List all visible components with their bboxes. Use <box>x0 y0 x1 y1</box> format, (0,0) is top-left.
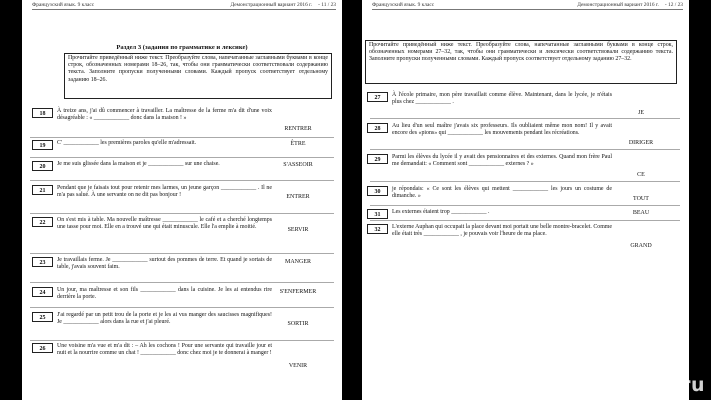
divider <box>30 137 334 138</box>
right-page <box>362 0 689 400</box>
task-number: 27 <box>367 92 388 102</box>
task-answer-word: S'ENFERMER <box>279 289 317 295</box>
task-answer-word: JE <box>638 110 644 116</box>
task-19 <box>32 140 272 150</box>
task-number: 25 <box>32 312 53 322</box>
task-text: Je me suis glissée dans la maison et je ____________ sur une chaise. <box>57 161 220 167</box>
task-text: Une voisine m'a vue et m'a dit : – Ah les cochons ! Pour une servante qui travaille jour et nuit et la nourrire comme un chat ! ____________ donc chez moi je te donnerai à manger ! <box>57 343 272 357</box>
task-number: 22 <box>32 217 53 227</box>
task-text: je répondais: « Ce sont les élèves qui mettent ____________ les jours un costume de dimanche. » <box>392 186 612 200</box>
task-answer-word: ENTRER <box>286 194 310 200</box>
task-30 <box>367 186 612 201</box>
task-text: J'ai regardé par un petit trou de la porte et je les ai vus manger des saucisses magnifiques! Je ____________ alors dans la rue et j'ai pleuré. <box>57 312 272 326</box>
instructions-box: Прочитайте приведённый ниже текст. Преобразуйте слова, напечатанные заглавными буквами в конце строк, обозначенных номерами 18–26, так, чтобы они грамматически соответствовали содержанию текста. Заполните пропуски полученными словами. Каждый пропуск соответствует отдельному заданию 18–26. <box>64 53 332 99</box>
task-31 <box>367 209 612 219</box>
site-watermark: online-otvet.ru <box>536 374 705 396</box>
task-20 <box>32 161 272 171</box>
task-number: 18 <box>32 108 53 118</box>
task-25 <box>32 312 272 327</box>
right-page-header <box>372 2 683 10</box>
divider <box>30 157 334 158</box>
task-28 <box>367 123 612 138</box>
divider <box>370 205 680 206</box>
task-number: 31 <box>367 209 388 219</box>
task-26 <box>32 343 272 358</box>
task-number: 24 <box>32 287 53 297</box>
task-32 <box>367 224 612 239</box>
divider <box>30 340 334 341</box>
divider <box>370 149 680 150</box>
task-answer-word: RENTRER <box>284 126 312 132</box>
left-page <box>22 0 342 400</box>
task-text: On s'est mis à table. Ma nouvelle maîtresse ____________ le café et a cherché longtemps une tasse pour moi. Elle en a trouvé une qui était minuscule. Elle l'a emplie à moitié. <box>57 217 272 231</box>
task-number: 23 <box>32 257 53 267</box>
header-variant: Демонстрационный вариант 2016 г. <box>230 2 313 8</box>
task-18 <box>32 108 272 123</box>
task-text: À treize ans, j'ai dû commencer à travailler. La maîtresse de la ferme m'a dit d'une voix désagréable : « ____________ donc dans la maison ! » <box>57 108 272 122</box>
task-text: C' ____________ les premières paroles qu'elle m'adressait. <box>57 140 197 146</box>
header-page-number: - 12 / 23 <box>664 2 683 8</box>
task-21 <box>32 185 272 200</box>
task-answer-word: S'ASSEOIR <box>283 162 313 168</box>
task-text: L'externe Auphan qui occupait la place devant moi portait une belle montre-bracelet. Comme elle était très ____________ , je pouvais voir l'heure de ma place. <box>392 224 612 238</box>
task-answer-word: TOUT <box>633 196 649 202</box>
task-answer-word: DIRIGER <box>628 140 654 146</box>
task-text: Un jour, ma maîtresse et son fils ____________ dans la cuisine. Je les ai entendus rire derrière la porte. <box>57 287 272 301</box>
divider <box>370 118 680 119</box>
task-number: 21 <box>32 185 53 195</box>
divider <box>30 282 334 283</box>
section-title: Раздел 3 (задания по грамматике и лексике) <box>116 44 248 51</box>
divider <box>30 213 334 214</box>
task-22 <box>32 217 272 232</box>
task-text: À l'école primaire, mon père travaillait comme élève. Maintenant, dans le lycée, je n'étais plus chez ____________ . <box>392 92 612 106</box>
task-answer-word: VENIR <box>288 363 308 369</box>
task-number: 30 <box>367 186 388 196</box>
task-answer-word: ÊTRE <box>290 141 306 147</box>
task-text: Les externes étaient trop ____________ . <box>392 209 490 215</box>
header-variant: Демонстрационный вариант 2016 г. <box>577 2 659 8</box>
task-text: Parmi les élèves du lycée il y avait des pensionnaires et des externes. Quand mon frère Paul me demandait: « Comment sont ____________ externes ? » <box>392 154 612 168</box>
divider <box>370 220 680 221</box>
task-number: 26 <box>32 343 53 353</box>
divider <box>30 307 334 308</box>
task-24 <box>32 287 272 302</box>
task-answer-word: GRAND <box>630 243 652 249</box>
divider <box>30 253 334 254</box>
header-subject: Французский язык. 9 класс <box>372 2 435 8</box>
task-27 <box>367 92 612 107</box>
task-answer-word: BEAU <box>632 210 650 216</box>
divider <box>30 180 334 181</box>
task-29 <box>367 154 612 169</box>
left-page-header <box>32 2 336 10</box>
task-answer-word: CE <box>637 172 645 178</box>
header-page-number: - 11 / 23 <box>318 2 336 8</box>
instructions-box: Прочитайте приведённый ниже текст. Преобразуйте слова, напечатанные заглавными буквами в конце строк, обозначенных номерами 27–32, так, чтобы они грамматически и лексически соответствовали содержанию текста. Заполните пропуски полученными словами. Каждый пропуск соответствует отдельному заданию 27–32. <box>365 40 677 84</box>
task-number: 20 <box>32 161 53 171</box>
task-number: 28 <box>367 123 388 133</box>
task-answer-word: SERVIR <box>287 227 309 233</box>
divider <box>370 181 680 182</box>
task-answer-word: SORTIR <box>287 321 309 327</box>
task-text: Au lieu d'un seul maître j'avais six professeurs. Ils oubliaient même mon nom! Il y avait encore des «pions» qui ____________ les mouvements pendant les récréations. <box>392 123 612 137</box>
task-number: 19 <box>32 140 53 150</box>
task-23 <box>32 257 272 272</box>
task-text: Je travaillais ferme. Je ____________ surtout des pommes de terre. Et quand je sortais de table, j'avais souvent faim. <box>57 257 272 271</box>
task-number: 29 <box>367 154 388 164</box>
task-text: Pendant que je faisais tout pour retenir mes larmes, un jeune garçon ____________ . Il ne m'a pas salué. À une servante on ne dit pas bonjour ! <box>57 185 272 199</box>
task-number: 32 <box>367 224 388 234</box>
task-answer-word: MANGER <box>284 259 311 265</box>
header-subject: Французский язык. 9 класс <box>32 2 95 8</box>
